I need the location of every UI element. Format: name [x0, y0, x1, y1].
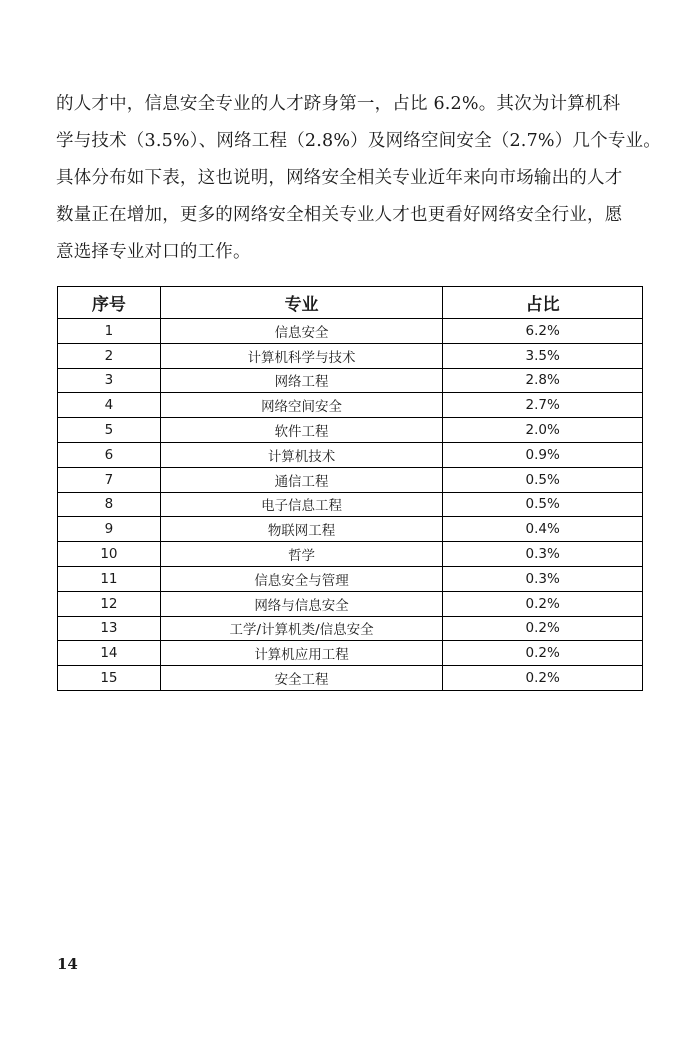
- row-index: 8: [58, 492, 161, 517]
- row-share: 0.2%: [443, 641, 643, 666]
- row-index: 15: [58, 666, 161, 691]
- row-share: 0.2%: [443, 591, 643, 616]
- row-index: 1: [58, 319, 161, 344]
- row-major: 安全工程: [160, 666, 442, 691]
- row-major: 计算机科学与技术: [160, 343, 442, 368]
- header-share: 占比: [443, 287, 643, 319]
- row-share: 2.7%: [443, 393, 643, 418]
- table-row: [58, 566, 643, 591]
- table-row: [58, 343, 643, 368]
- major-share-table: [57, 286, 643, 691]
- table-row: [58, 492, 643, 517]
- row-share: 0.5%: [443, 467, 643, 492]
- row-major: 哲学: [160, 542, 442, 567]
- row-share: 2.8%: [443, 368, 643, 393]
- paragraph-line: 意选择专业对口的工作。: [56, 242, 251, 262]
- row-major: 软件工程: [160, 418, 442, 443]
- paragraph-line: 数量正在增加，更多的网络安全相关专业人才也更看好网络安全行业，愿: [56, 205, 623, 225]
- table-row: [58, 542, 643, 567]
- row-major: 网络与信息安全: [160, 591, 442, 616]
- table-row: [58, 393, 643, 418]
- row-index: 2: [58, 343, 161, 368]
- row-index: 11: [58, 566, 161, 591]
- row-major: 信息安全: [160, 319, 442, 344]
- row-share: 0.3%: [443, 542, 643, 567]
- table-row: [58, 616, 643, 641]
- row-index: 4: [58, 393, 161, 418]
- body-paragraph: [56, 86, 661, 271]
- table-row: [58, 418, 643, 443]
- table-row: [58, 666, 643, 691]
- row-major: 工学/计算机类/信息安全: [160, 616, 442, 641]
- row-index: 9: [58, 517, 161, 542]
- row-share: 0.5%: [443, 492, 643, 517]
- row-major: 物联网工程: [160, 517, 442, 542]
- paragraph-line: 学与技术（3.5%）、网络工程（2.8%）及网络空间安全（2.7%）几个专业。: [56, 131, 661, 151]
- table-row: [58, 442, 643, 467]
- table-row: [58, 368, 643, 393]
- paragraph-line: 的人才中，信息安全专业的人才跻身第一，占比 6.2%。其次为计算机科: [56, 94, 621, 114]
- row-index: 5: [58, 418, 161, 443]
- table-row: [58, 467, 643, 492]
- table-body: [58, 319, 643, 691]
- row-index: 13: [58, 616, 161, 641]
- row-major: 计算机应用工程: [160, 641, 442, 666]
- row-share: 0.4%: [443, 517, 643, 542]
- row-major: 网络空间安全: [160, 393, 442, 418]
- row-share: 0.9%: [443, 442, 643, 467]
- row-major: 通信工程: [160, 467, 442, 492]
- row-major: 计算机技术: [160, 442, 442, 467]
- page-number: 14: [57, 955, 78, 973]
- table-row: [58, 517, 643, 542]
- header-major: 专业: [160, 287, 442, 319]
- row-share: 3.5%: [443, 343, 643, 368]
- row-share: 2.0%: [443, 418, 643, 443]
- row-index: 12: [58, 591, 161, 616]
- table-header-row: [58, 287, 643, 319]
- row-index: 7: [58, 467, 161, 492]
- row-index: 3: [58, 368, 161, 393]
- row-share: 6.2%: [443, 319, 643, 344]
- row-major: 信息安全与管理: [160, 566, 442, 591]
- paragraph-line: 具体分布如下表，这也说明，网络安全相关专业近年来向市场输出的人才: [56, 168, 623, 188]
- table-row: [58, 591, 643, 616]
- table-row: [58, 319, 643, 344]
- row-share: 0.2%: [443, 666, 643, 691]
- table-row: [58, 641, 643, 666]
- row-share: 0.2%: [443, 616, 643, 641]
- row-index: 10: [58, 542, 161, 567]
- row-index: 6: [58, 442, 161, 467]
- row-major: 网络工程: [160, 368, 442, 393]
- row-share: 0.3%: [443, 566, 643, 591]
- row-major: 电子信息工程: [160, 492, 442, 517]
- row-index: 14: [58, 641, 161, 666]
- header-index: 序号: [58, 287, 161, 319]
